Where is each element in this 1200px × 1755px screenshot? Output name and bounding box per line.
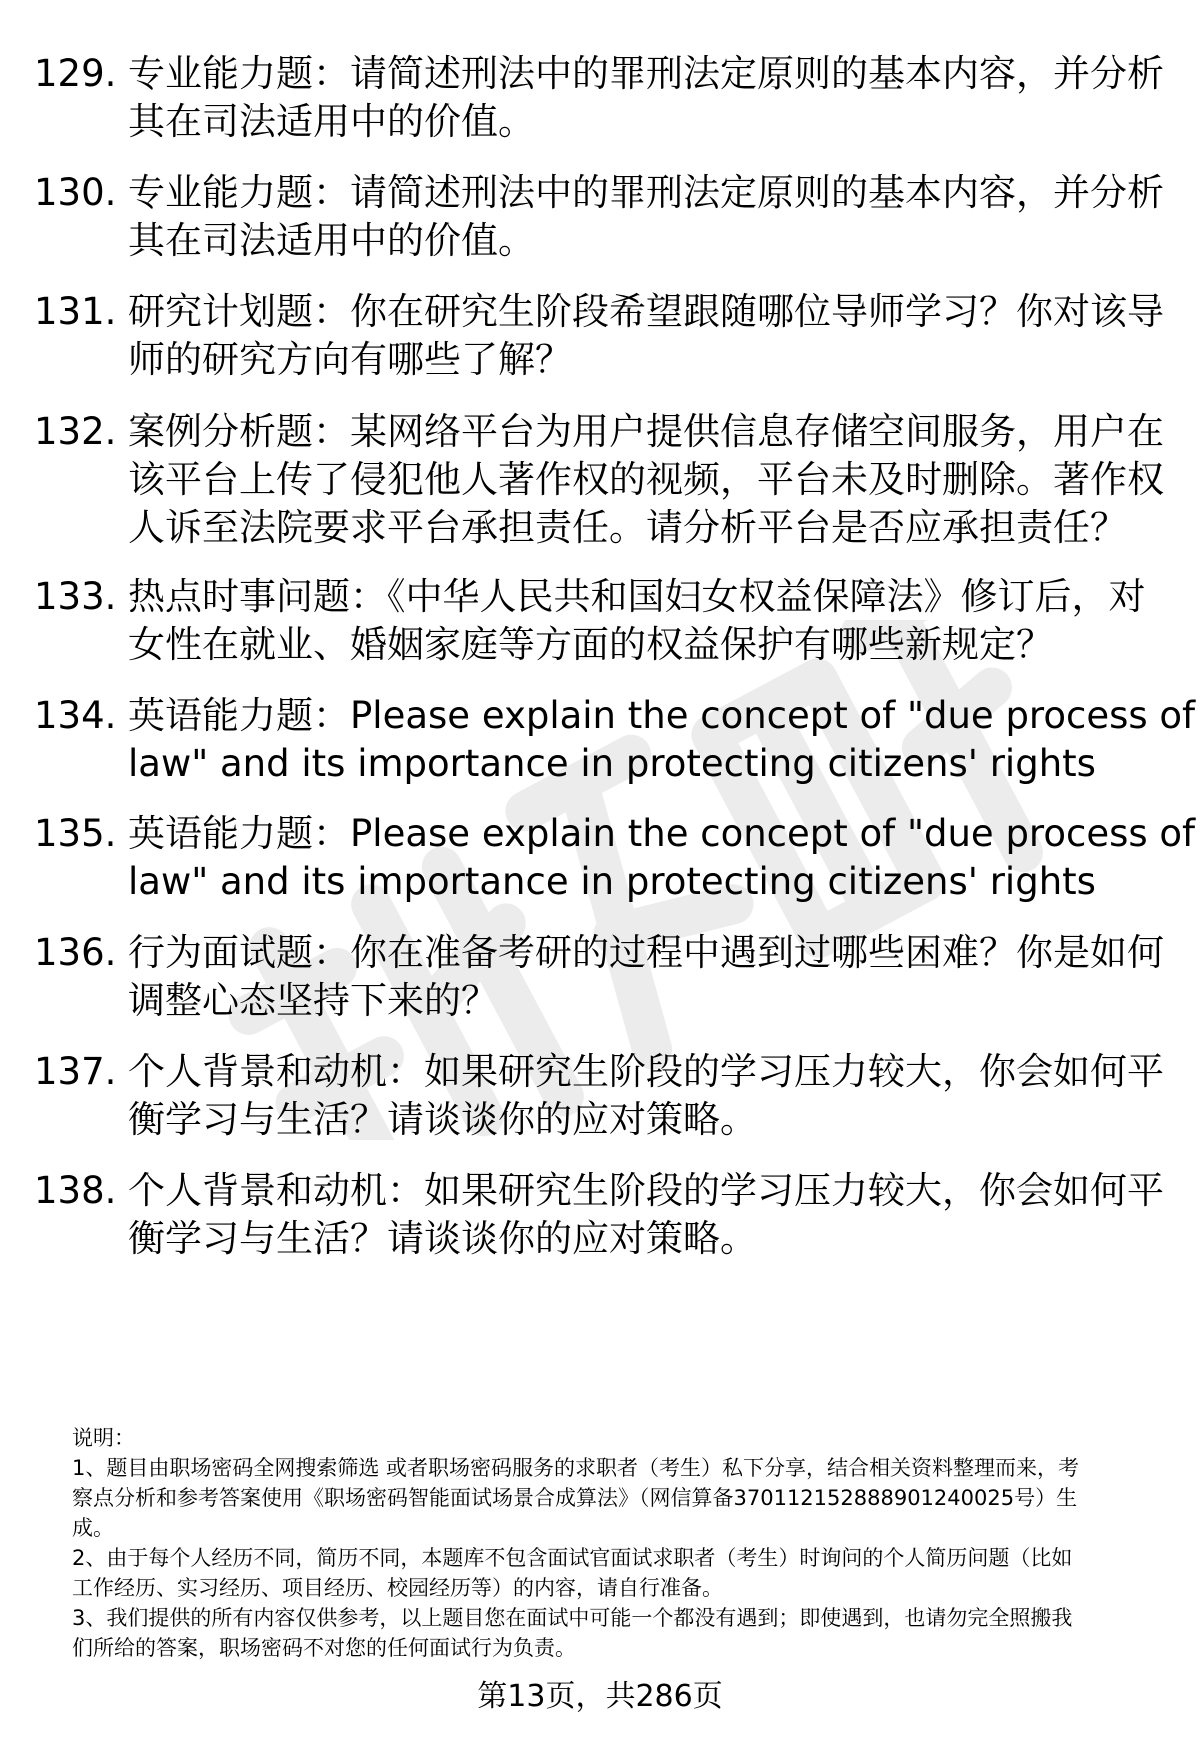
question-text <box>128 169 1164 265</box>
question-line: 个人背景和动机：如果研究生阶段的学习压力较大，你会如何平 <box>128 1169 1164 1212</box>
question-text <box>128 288 1164 384</box>
question-text <box>128 810 1196 906</box>
question-number: 136. <box>34 931 117 974</box>
question-line: law" and its importance in protecting citizens' rights <box>128 742 1096 785</box>
question-line: 女性在就业、婚姻家庭等方面的权益保护有哪些新规定？ <box>128 623 1053 666</box>
notes-heading: 说明： <box>72 1426 135 1450</box>
notes-line: 3、我们提供的所有内容仅供参考，以上题目您在面试中可能一个都没有遇到；即使遇到，也请勿完全照搬我 <box>72 1606 1073 1630</box>
question-line: 其在司法适用中的价值。 <box>128 100 535 143</box>
question-line: 调整心态坚持下来的？ <box>128 979 498 1022</box>
question-number: 138. <box>34 1169 117 1212</box>
question-line: 研究计划题：你在研究生阶段希望跟随哪位导师学习？你对该导 <box>128 290 1164 333</box>
question-number: 133. <box>34 575 117 618</box>
notes-section <box>72 1423 1152 1663</box>
question-text <box>128 929 1164 1025</box>
question-line: 专业能力题：请简述刑法中的罪刑法定原则的基本内容，并分析 <box>128 52 1164 95</box>
question-line: 师的研究方向有哪些了解？ <box>128 338 572 381</box>
question-line: 热点时事问题：《中华人民共和国妇女权益保障法》修订后，对 <box>128 575 1146 618</box>
question-line: 人诉至法院要求平台承担责任。请分析平台是否应承担责任？ <box>128 506 1127 549</box>
page-number: 第13页，共286页 <box>477 1679 723 1714</box>
question-text <box>128 50 1164 146</box>
question-number: 132. <box>34 410 117 453</box>
notes-line: 察点分析和参考答案使用《职场密码智能面试场景合成算法》（网信算备370112152888901240025号）生 <box>72 1486 1078 1510</box>
question-text <box>128 1167 1164 1263</box>
question-number: 137. <box>34 1050 117 1093</box>
question-text <box>128 408 1164 552</box>
question-line: 专业能力题：请简述刑法中的罪刑法定原则的基本内容，并分析 <box>128 171 1164 214</box>
question-text <box>128 573 1148 669</box>
question-number: 131. <box>34 290 117 333</box>
question-text <box>128 692 1196 788</box>
question-line: 行为面试题：你在准备考研的过程中遇到过哪些困难？你是如何 <box>128 931 1164 974</box>
question-line: 案例分析题：某网络平台为用户提供信息存储空间服务，用户在 <box>128 410 1164 453</box>
question-text <box>128 1048 1164 1144</box>
question-number: 129. <box>34 52 117 95</box>
question-line: law" and its importance in protecting citizens' rights <box>128 860 1096 903</box>
notes-line: 1、题目由职场密码全网搜索筛选 或者职场密码服务的求职者（考生）私下分享，结合相关资料整理而来，考 <box>72 1456 1080 1480</box>
question-number: 135. <box>34 812 117 855</box>
question-line: 其在司法适用中的价值。 <box>128 219 535 262</box>
question-number: 130. <box>34 171 117 214</box>
notes-line: 工作经历、实习经历、项目经历、校园经历等）的内容，请自行准备。 <box>72 1576 723 1600</box>
question-number: 134. <box>34 694 117 737</box>
question-line: 该平台上传了侵犯他人著作权的视频，平台未及时删除。著作权 <box>128 458 1164 501</box>
question-line: 英语能力题：Please explain the concept of "due process of <box>128 694 1196 737</box>
notes-line: 们所给的答案，职场密码不对您的任何面试行为负责。 <box>72 1636 576 1660</box>
question-line: 衡学习与生活？请谈谈你的应对策略。 <box>128 1098 757 1141</box>
notes-line: 2、由于每个人经历不同，简历不同，本题库不包含面试官面试求职者（考生）时询问的个人简历问题（比如 <box>72 1546 1073 1570</box>
notes-line: 成。 <box>72 1516 114 1540</box>
question-line: 衡学习与生活？请谈谈你的应对策略。 <box>128 1217 757 1260</box>
question-line: 个人背景和动机：如果研究生阶段的学习压力较大，你会如何平 <box>128 1050 1164 1093</box>
question-line: 英语能力题：Please explain the concept of "due process of <box>128 812 1196 855</box>
